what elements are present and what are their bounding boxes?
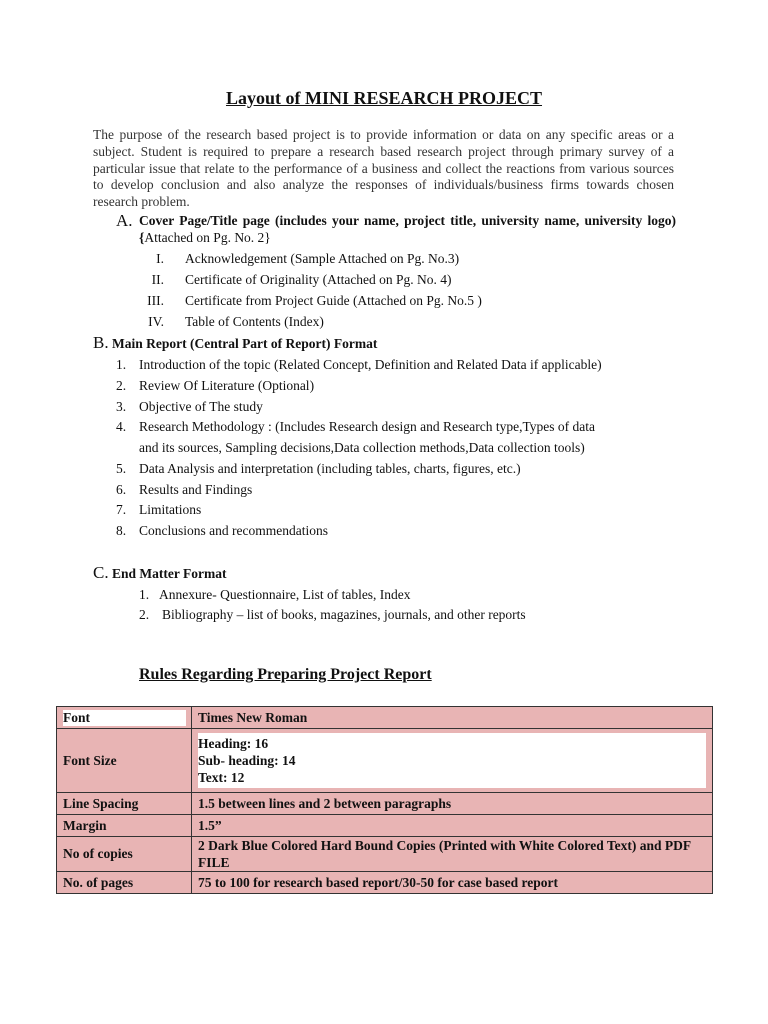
list-text: Certificate of Originality (Attached on Pg. No. 4) [185,272,452,287]
list-number: 3. [116,399,127,414]
list-number: 2. [139,607,150,622]
list-text: Acknowledgement (Sample Attached on Pg. No.3) [185,251,460,266]
section-a-heading-normal: Attached on Pg. No. 2} [144,230,271,245]
table-row [57,793,713,815]
table-row [57,729,713,793]
list-text: Review Of Literature (Optional) [139,378,315,393]
table-value-cell: 75 to 100 for research based report/30-50 for case based report [192,872,713,894]
table-row [57,872,713,894]
section-b-letter: B. [93,333,109,352]
section-c-heading: End Matter Format [111,566,227,581]
section-a-heading [139,212,676,246]
table-value-cell: 1.5 between lines and 2 between paragraphs [192,793,713,815]
section-b-heading-row [93,333,377,353]
section-a-heading-bold: Cover Page/Title page (includes your name, project title, university name, university logo) { [139,213,676,245]
font-size-line: Heading: 16 [198,736,269,751]
list-number: 5. [116,461,127,476]
table-value-cell [192,729,713,793]
rules-title: Rules Regarding Preparing Project Report [139,666,432,683]
section-b-heading: Main Report (Central Part of Report) Format [111,336,378,351]
section-a [116,212,676,246]
table-key: Font [63,710,186,726]
rules-table [56,706,713,894]
section-c-letter: C. [93,563,109,582]
list-text: Introduction of the topic (Related Concept, Definition and Related Data if applicable) [139,357,602,372]
list-number: 2. [116,378,127,393]
list-number: 8. [116,523,127,538]
table-key-cell: No. of pages [57,872,192,894]
list-text: Results and Findings [139,482,253,497]
list-number: I. [156,251,164,266]
list-text: Data Analysis and interpretation (including tables, charts, figures, etc.) [139,461,521,476]
list-text: Limitations [139,502,202,517]
intro-paragraph: The purpose of the research based project is to provide information or data on any specific areas or a subject. Student is required to prepare a research based research project through primary survey of a particular issue that relate to the performance of a business and collect the reactions from various sources to develop conclusion and also analyze the responses of individuals/business firms towards chosen research problem. [93,127,674,210]
list-number: 1. [139,587,150,602]
table-row [57,707,713,729]
section-a-letter: A. [116,211,133,230]
list-number: 4. [116,419,127,434]
list-number: 7. [116,502,127,517]
font-size-line: Text: 12 [198,770,245,785]
table-key-cell: Margin [57,815,192,837]
list-number: IV. [148,314,164,329]
table-value-cell: Times New Roman [192,707,713,729]
font-size-line: Sub- heading: 14 [198,753,296,768]
list-text: Conclusions and recommendations [139,523,328,538]
list-text: Annexure- Questionnaire, List of tables, Index [159,587,411,602]
list-text: Research Methodology : (Includes Research design and Research type,Types of data [139,419,596,434]
list-text: Table of Contents (Index) [185,314,324,329]
font-size-list [198,733,706,788]
table-key-cell: Font Size [57,729,192,793]
list-text: Objective of The study [139,399,263,414]
table-key-cell: No of copies [57,837,192,872]
table-key-cell: Line Spacing [57,793,192,815]
list-text: and its sources, Sampling decisions,Data collection methods,Data collection tools) [139,440,585,455]
list-text: Certificate from Project Guide (Attached on Pg. No.5 ) [185,293,482,308]
table-row [57,815,713,837]
list-number: 6. [116,482,127,497]
table-row [57,837,713,872]
table-value-cell: 2 Dark Blue Colored Hard Bound Copies (Printed with White Colored Text) and PDF FILE [192,837,713,872]
table-key-cell [57,707,192,729]
list-number: 1. [116,357,127,372]
list-text: Bibliography – list of books, magazines, journals, and other reports [162,607,526,622]
page-title: Layout of MINI RESEARCH PROJECT [225,88,543,108]
list-number: III. [147,293,164,308]
list-number: II. [151,272,164,287]
section-c-heading-row [93,563,226,583]
table-value-cell: 1.5” [192,815,713,837]
